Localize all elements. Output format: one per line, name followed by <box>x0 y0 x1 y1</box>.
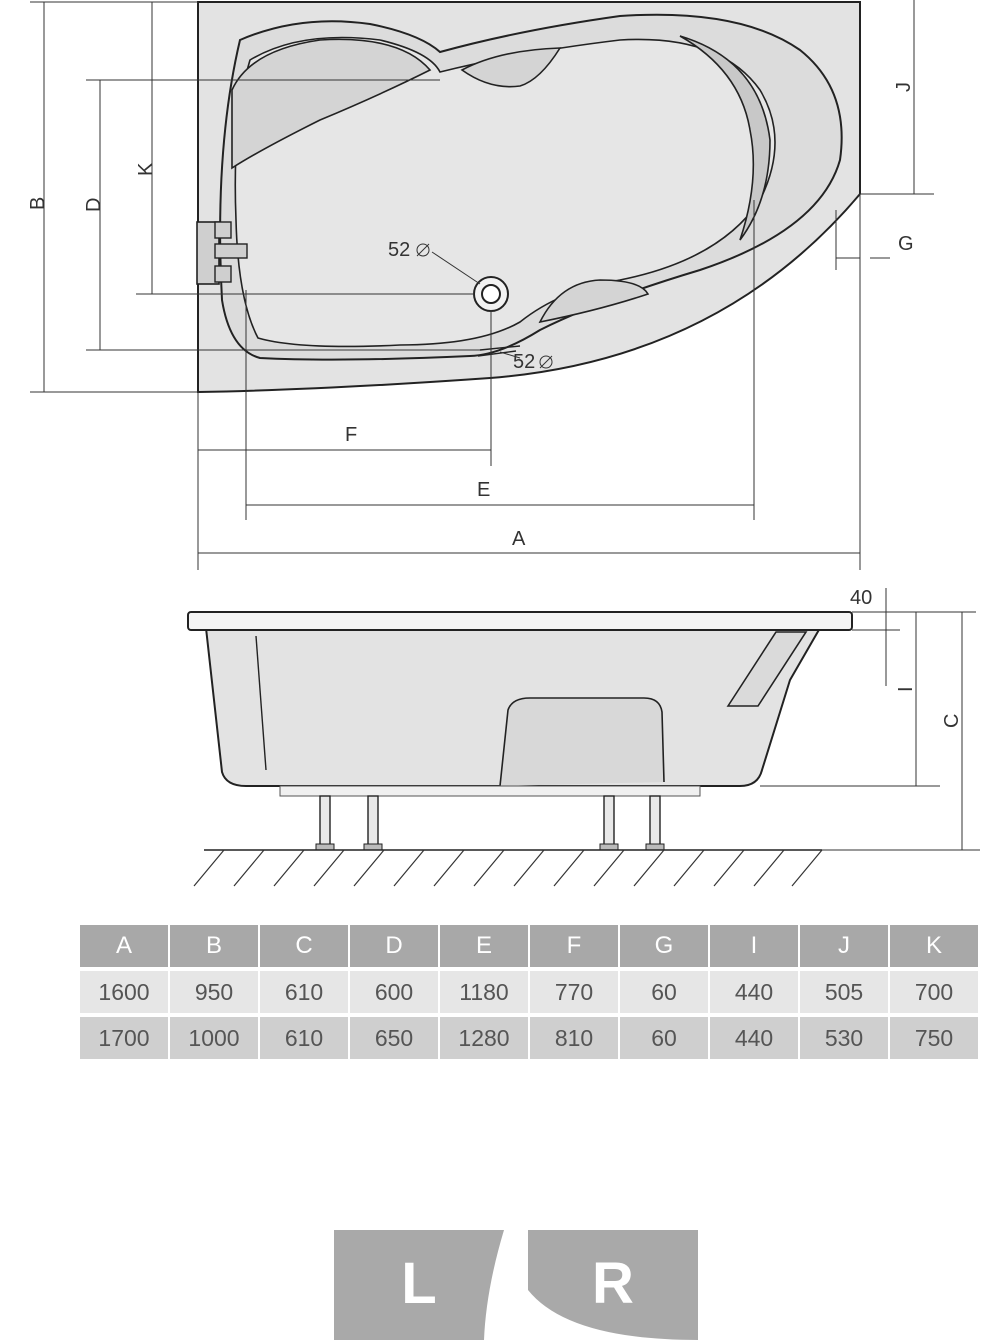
table-cell: 610 <box>260 971 348 1013</box>
table-cell: 60 <box>620 971 708 1013</box>
floor-hatching <box>194 850 822 886</box>
left-version-badge[interactable] <box>334 1230 504 1340</box>
table-cell: 610 <box>260 1017 348 1059</box>
column-header: E <box>440 925 528 967</box>
table-cell: 700 <box>890 971 978 1013</box>
table-cell: 810 <box>530 1017 618 1059</box>
left-version-label: L <box>401 1251 437 1316</box>
table-cell: 650 <box>350 1017 438 1059</box>
column-header: C <box>260 925 348 967</box>
table-cell: 1280 <box>440 1017 528 1059</box>
drain-size-2: 52 <box>513 351 536 373</box>
table-cell: 1000 <box>170 1017 258 1059</box>
tub-rim <box>188 612 852 630</box>
table-cell: 770 <box>530 971 618 1013</box>
table-cell: 950 <box>170 971 258 1013</box>
leg-icon <box>316 796 664 850</box>
table-cell: 505 <box>800 971 888 1013</box>
column-header: G <box>620 925 708 967</box>
label-f: F <box>345 424 358 446</box>
label-a: A <box>512 528 526 550</box>
table-row <box>80 1017 978 1059</box>
label-c: C <box>941 713 963 728</box>
table-cell: 1180 <box>440 971 528 1013</box>
label-i: I <box>895 686 917 692</box>
table-row <box>80 971 978 1013</box>
table-cell: 1700 <box>80 1017 168 1059</box>
table-header-row <box>80 925 978 967</box>
right-version-label: R <box>592 1251 634 1316</box>
drain-size-1: 52 <box>388 239 411 261</box>
label-e: E <box>477 479 491 501</box>
column-header: J <box>800 925 888 967</box>
right-version-badge[interactable] <box>528 1230 698 1340</box>
label-k: K <box>135 162 157 176</box>
rim-thickness: 40 <box>850 587 873 609</box>
column-header: F <box>530 925 618 967</box>
column-header: D <box>350 925 438 967</box>
table-cell: 530 <box>800 1017 888 1059</box>
table-cell: 440 <box>710 1017 798 1059</box>
side-view <box>188 587 980 886</box>
label-g: G <box>898 233 914 255</box>
table-cell: 440 <box>710 971 798 1013</box>
column-header: I <box>710 925 798 967</box>
label-d: D <box>83 197 105 212</box>
table-cell: 60 <box>620 1017 708 1059</box>
table-cell: 1600 <box>80 971 168 1013</box>
label-j: J <box>893 82 915 92</box>
dimensions-table <box>78 921 980 1063</box>
table-cell: 600 <box>350 971 438 1013</box>
table-cell: 750 <box>890 1017 978 1059</box>
drain-icon <box>474 277 508 311</box>
column-header: B <box>170 925 258 967</box>
column-header: A <box>80 925 168 967</box>
column-header: K <box>890 925 978 967</box>
top-view <box>27 0 934 570</box>
label-b: B <box>27 196 49 210</box>
